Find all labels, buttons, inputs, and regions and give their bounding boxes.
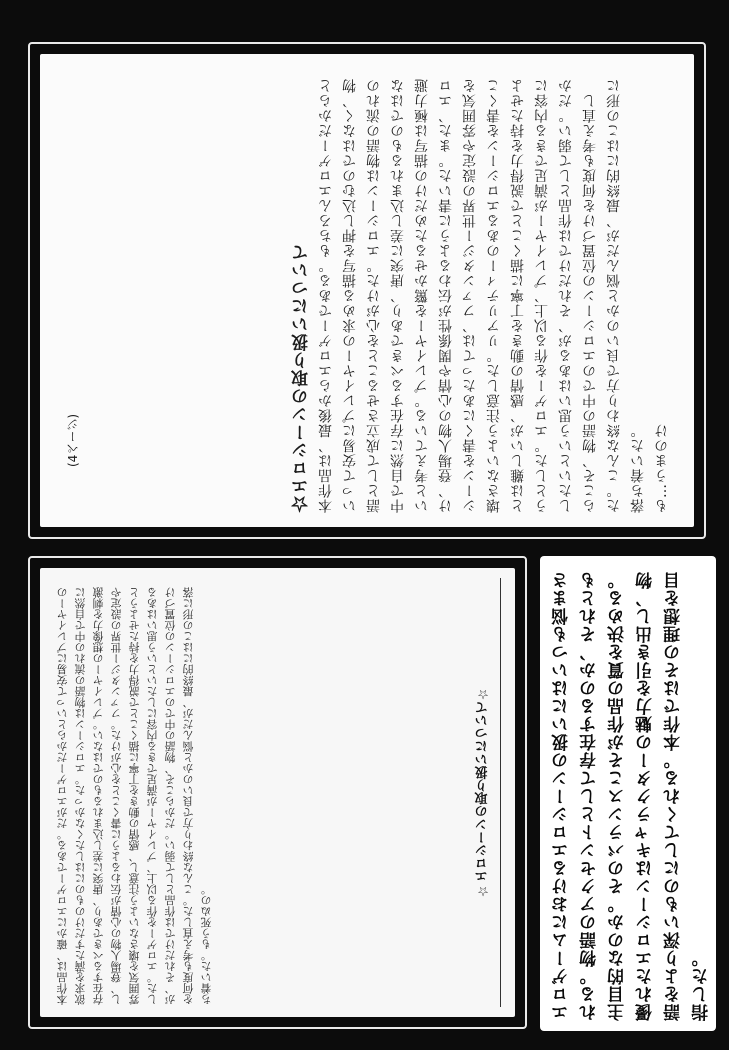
printed-column-panel bbox=[28, 556, 527, 1029]
printed-column-body: 本作品は、確かにエロゲーである。だがエロゲーだからといって安易にプレイヤーの欲求を満たすだけのものにはしたくなかった。エロシーンは物語の流れの中で自然に存在するべきであり、唐突に差し込まれるものではない。プレイヤーの想像力を刺激し、登場人物の心情が伝わるように書くことを心がけた。ファンタジー世界の設定や雰囲気を壊さないよう注意し、感情の動きを丁寧に描くことで説得力を持たせようとした。エロゲーを作る以上、プレイヤーが満足できる内容にしたいという思いはあるが、それだけでは作品として弱い。だからこそ、物語の中でのエロシーンの位置づけを何度も考え直した。こんな終わり方で良いのかと悩んだが、最終的にはこの形に落ち着いた。もう死ぬの。 bbox=[56, 587, 213, 1005]
handwritten-note-signature: も…うまのけ bbox=[654, 423, 670, 513]
handwritten-note-panel bbox=[28, 42, 706, 539]
bold-caption-text: エロゲームにおけるエロシーンの扱いにはいつも悩まされる。物語のアクセントとして存在するのか、それとも主目的なのか。そのバランスこそが作品の質を決める。優れたエロシーンはキャラクターの魅力を引き出し、物語をより深いものにしてくれる。本作ではその理想を目指した。 bbox=[552, 571, 712, 1021]
bold-caption-column bbox=[540, 556, 716, 1031]
printed-column-paper bbox=[40, 568, 515, 1017]
printed-column-title: ☆エロシーンの取り扱いについて☆ bbox=[470, 578, 501, 1007]
handwritten-note-paper bbox=[40, 54, 694, 527]
handwritten-note-page-count: (4ページ) bbox=[66, 414, 80, 467]
handwritten-note-title: ☆エロシーンの取り扱いについて bbox=[292, 243, 312, 513]
handwritten-note-text bbox=[290, 68, 674, 513]
handwritten-note-body: 本作品は、最後からエロゲーである。もちろんエロゲーだからといって安易にプレイヤーの求める描写を押し込むのではなく、物語として成立させることを心がけた。エロシーンは物語の流れの中で自然に存在するべきであり、唐突に差し込まれるものではないと考えている。プレイヤーを驚かせるためだけの描写は極力避け、登場人物の心情や関係性が伝わるように書いた。また、エロシーンを書くにあたっては、ファンタジー世界の設定や雰囲気を壊さないよう注意した。リアリティーのあるエロシーンを書くことは難しいが、感情の動きを丁寧に描くことで説得力を持たせようとした。エロゲーを作る以上、プレイヤーが満足できる内容にしたいという思いはあるが、それだけでは作品として弱い。だからこそ、物語の中でのエロシーンの位置づけを何度も考え直した。こんな終わり方で良いのかと悩んだが、最終的にはこの形に落ち着いた。 bbox=[318, 78, 646, 513]
